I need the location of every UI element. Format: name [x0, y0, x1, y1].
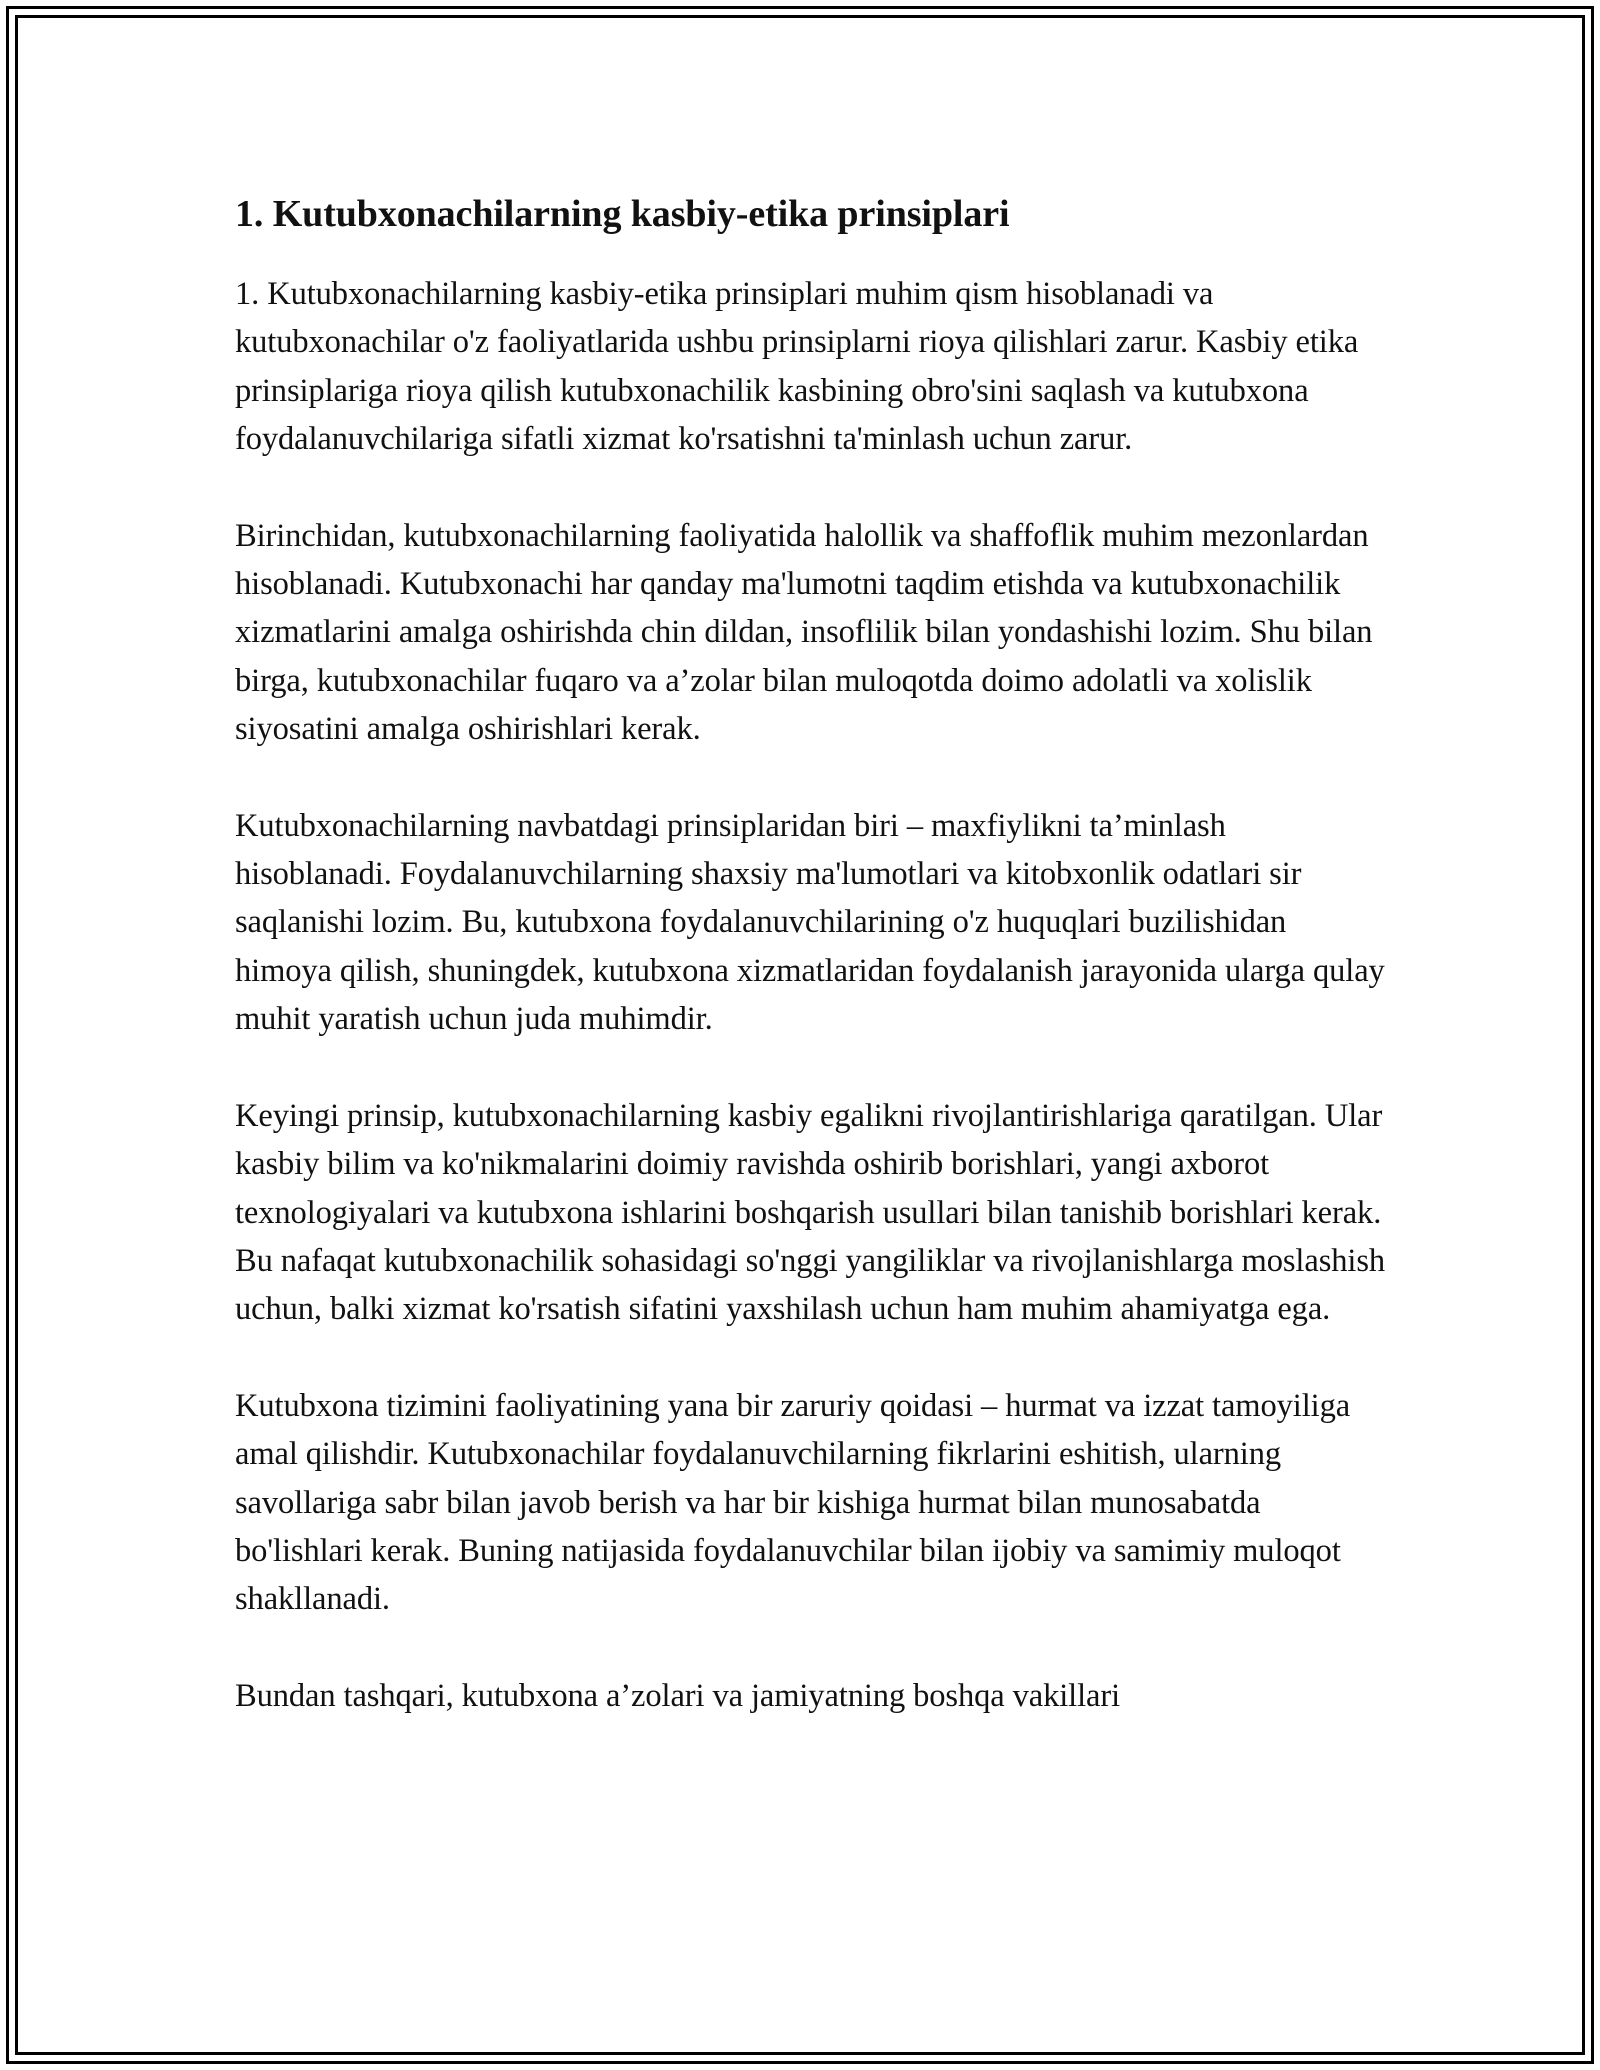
paragraph-honesty: Birinchidan, kutubxonachilarning faoliyatida halollik va shaffoflik muhim mezonlardan hisoblanadi. Kutubxonachi har qanday ma'lumotni taqdim etishda va kutubxonachilik xizmatlarini amalga oshirishda chin dildan, insoflilik bilan yondashishi lozim. Shu bilan birga, kutubxonachilar fuqaro va a’zolar bilan muloqotda doimo adolatli va xolislik siyosatini amalga oshirishlari kerak.	[235, 517, 1373, 748]
paragraph-professional-growth: Keyingi prinsip, kutubxonachilarning kasbiy egalikni rivojlantirishlariga qaratilgan. Ular kasbiy bilim va ko'nikmalarini doimiy ravishda oshirib borishlari, yangi axborot texnologiyalari va kutubxona ishlarini boshqarish usullari bilan tanishib borishlari kerak. Bu nafaqat kutubxonachilik sohasidagi so'nggi yangiliklar va rivojlanishlarga moslashish uchun, balki xizmat ko'rsatish sifatini yaxshilash uchun ham muhim ahamiyatga ega.	[235, 1097, 1386, 1328]
paragraph-confidentiality: Kutubxonachilarning navbatdagi prinsiplaridan biri – maxfiylikni ta’minlash hisoblanadi. Foydalanuvchilarning shaxsiy ma'lumotlari va kitobxonlik odatlari sir saqlanishi lozim. Bu, kutubxona foydalanuvchilarining o'z huquqlari buzilishidan himoya qilish, shuningdek, kutubxona xizmatlaridan foydalanish jarayonida ularga qulay muhit yaratish uchun juda muhimdir.	[235, 807, 1385, 1038]
paragraph-continuation: Bundan tashqari, kutubxona a’zolari va jamiyatning boshqa vakillari	[235, 1677, 1121, 1714]
document-body	[235, 186, 1385, 1768]
paragraph-respect: Kutubxona tizimini faoliyatining yana bir zaruriy qoidasi – hurmat va izzat tamoyiliga amal qilishdir. Kutubxonachilar foydalanuvchilarning fikrlarini eshitish, ularning savollariga sabr bilan javob berish va har bir kishiga hurmat bilan munosabatda bo'lishlari kerak. Buning natijasida foydalanuvchilar bilan ijobiy va samimiy muloqot shakllanadi.	[235, 1387, 1351, 1618]
document-title: 1. Kutubxonachilarning kasbiy-etika prinsiplari	[235, 193, 1010, 235]
paragraph-intro: 1. Kutubxonachilarning kasbiy-etika prinsiplari muhim qism hisoblanadi va kutubxonachilar o'z faoliyatlarida ushbu prinsiplarni rioya qilishlari zarur. Kasbiy etika prinsiplariga rioya qilish kutubxonachilik kasbining obro'sini saqlash va kutubxona foydalanuvchilariga sifatli xizmat ko'rsatishni ta'minlash uchun zarur.	[235, 276, 1359, 458]
